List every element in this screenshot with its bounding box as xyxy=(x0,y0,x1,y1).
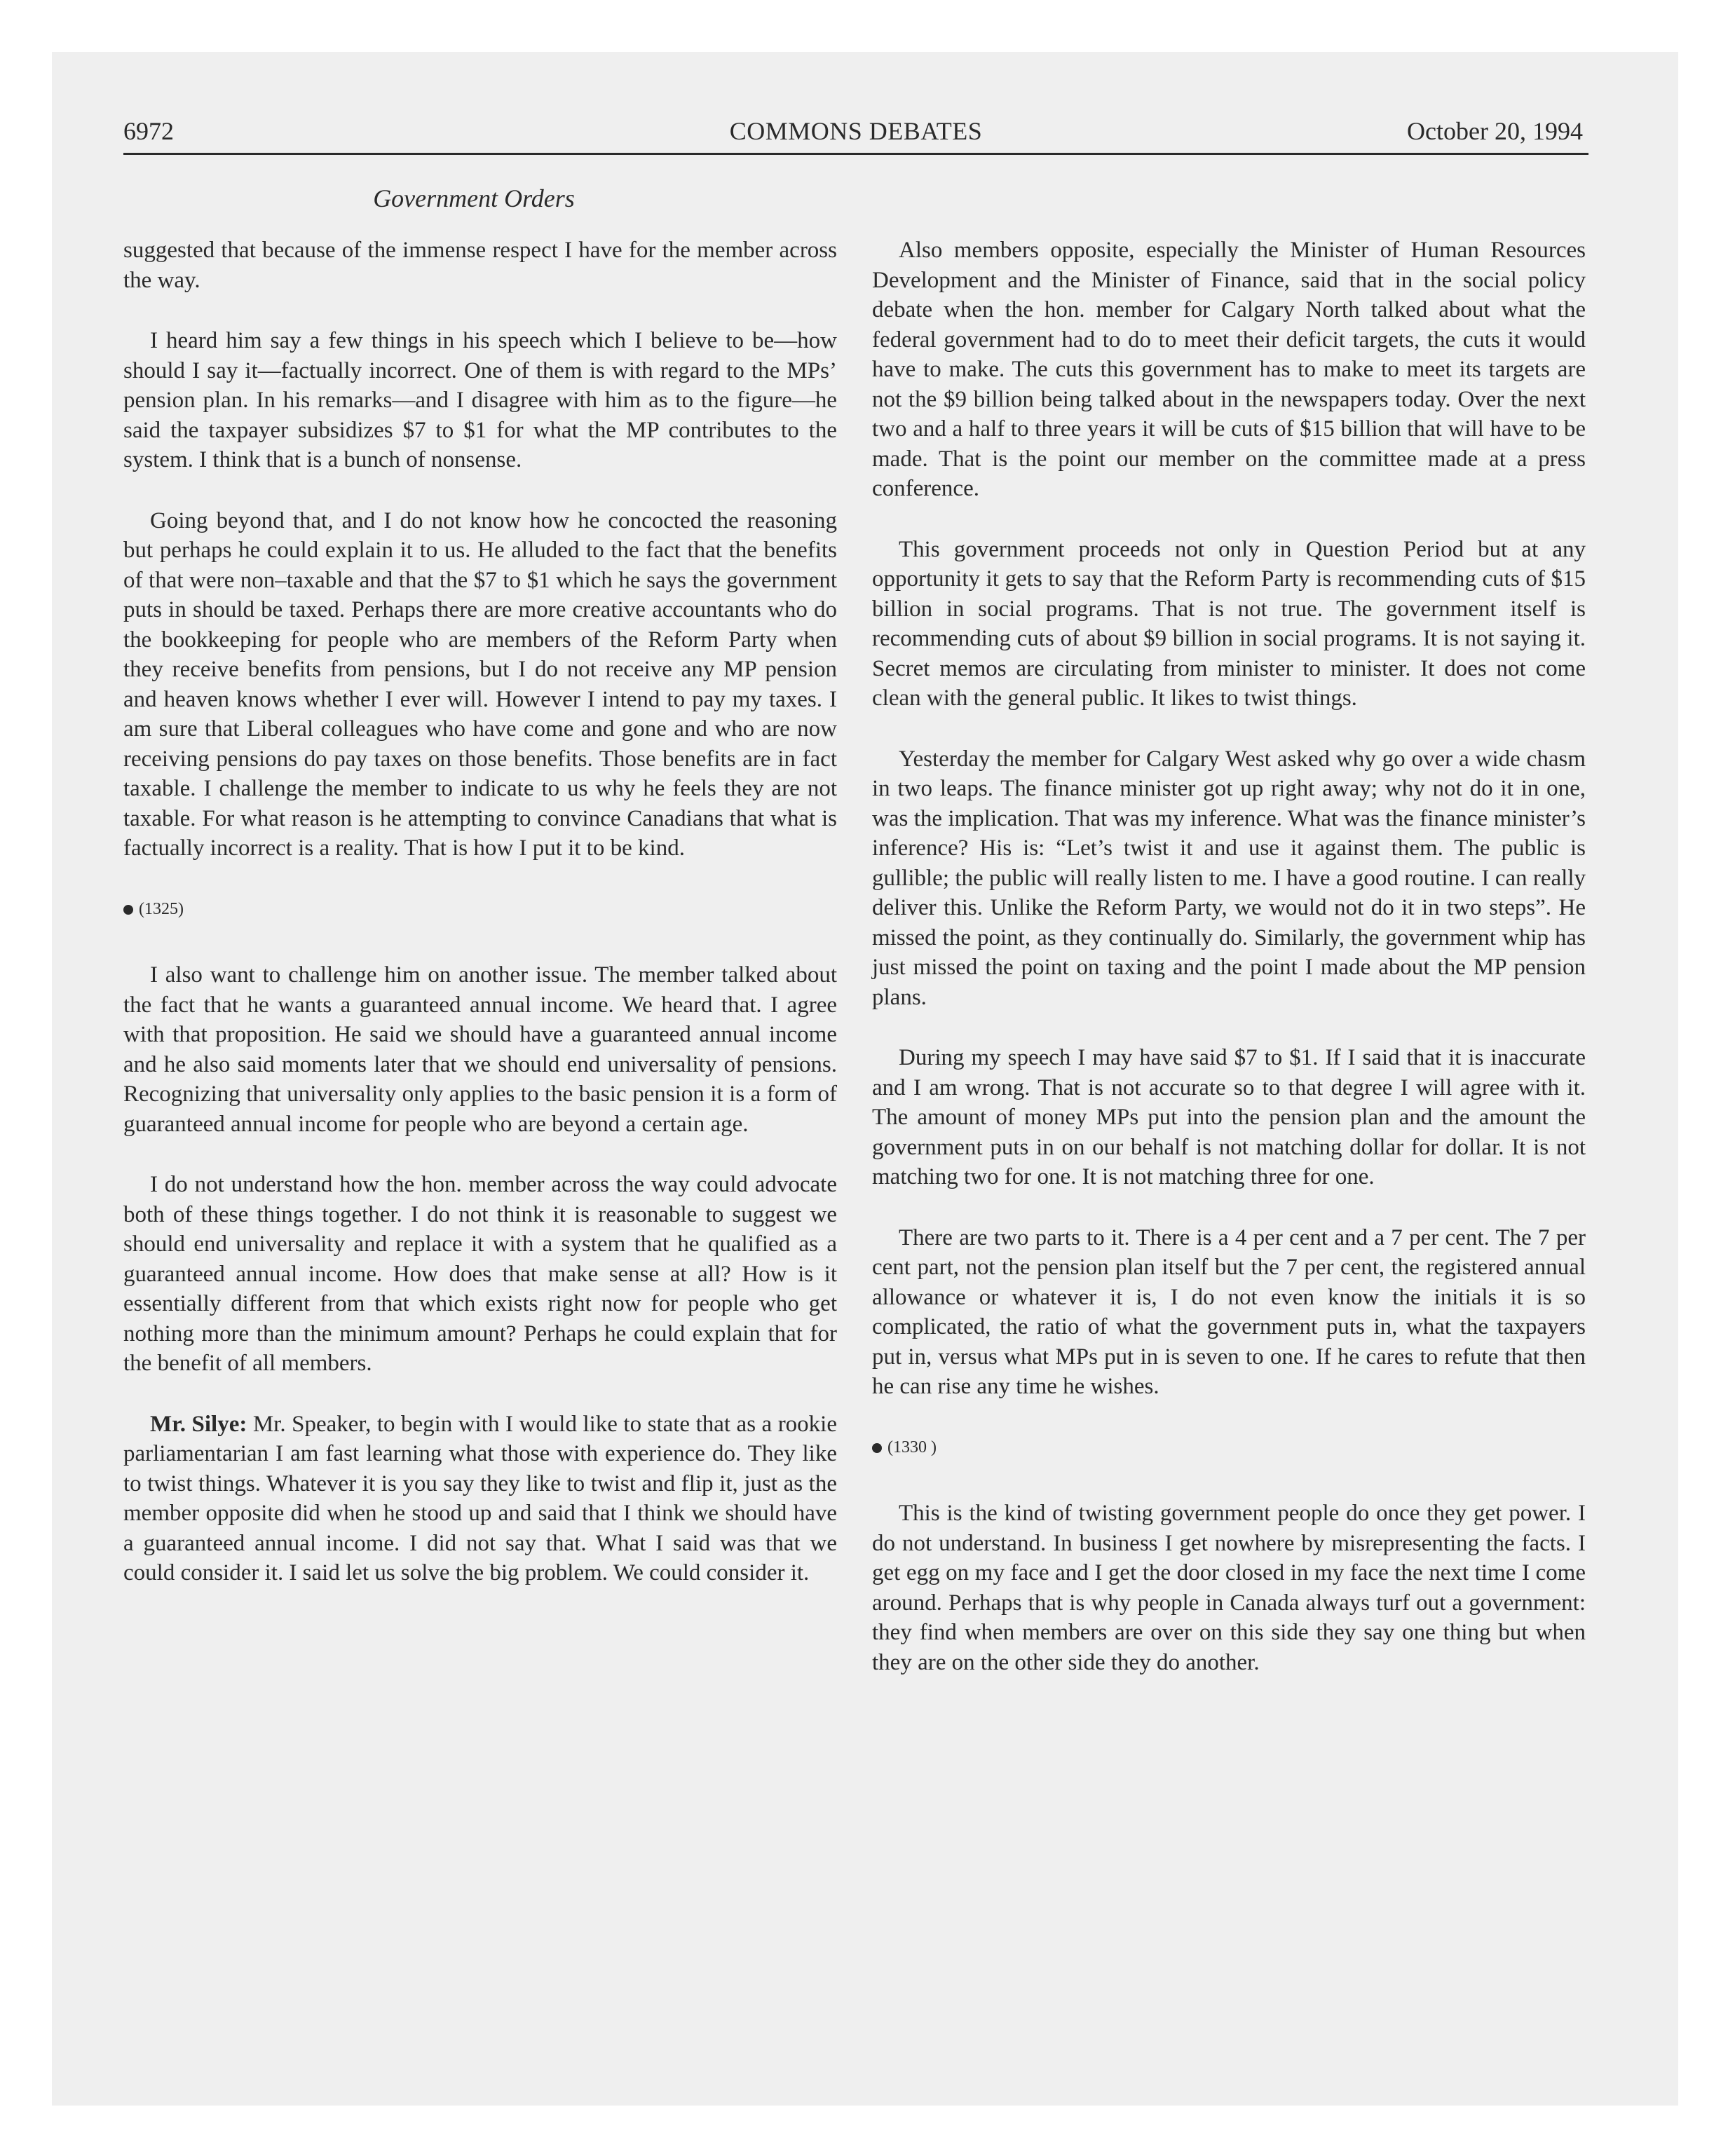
publication-date: October 20, 1994 xyxy=(1407,117,1583,145)
paragraph: This is the kind of twisting government people do once they get power. I do not understand. In business I get nowhere by misrepresenting the facts. I get egg on my face and I get the door closed in my face the next time I come around. Perhaps that is why people in Canada always turf out a government: they find when members are over on this side they say one thing but when they are on the other side they do another. xyxy=(872,1501,1586,1675)
speech-text: Mr. Speaker, to begin with I would like to state that as a rookie parliamentarian I am fast learning what those with experience do. They like to twist things. Whatever it is you say they like to twist and flip it, just as the member opposite did when he stood up and said that I think we should have a guaranteed annual income. I did not say that. What I said was that we could consider it. I said let us solve the big problem. We could consider it. xyxy=(123,1411,837,1585)
paragraph: I do not understand how the hon. member across the way could advocate both of these things together. I do not think it is reasonable to suggest we should end universality and replace it with a system that he qualified as a guaranteed annual income. How does that make sense at all? How is it essentially different from that which exists right now for people who get nothing more than the minimum amount? Perhaps he could explain that for the benefit of all members. xyxy=(123,1172,837,1376)
paragraph: Yesterday the member for Calgary West asked why go over a wide chasm in two leaps. The finance minister got up right away; why not do it in one, was the implication. That was my inference. What was the finance minister’s inference? His is: “Let’s twist it and use it against them. The public is gullible; the public will really listen to me. I have a good routine. I can really deliver this. Unlike the Reform Party, we would not do it in two steps”. He missed the point, as they continually do. Similarly, the government whip has just missed the point on taxing and the point I made about the MP pension plans. xyxy=(872,746,1586,1010)
bullet-icon xyxy=(872,1443,882,1453)
paragraph: I heard him say a few things in his speech which I believe to be—how should I say it—factually incorrect. One of them is with regard to the MPs’ pension plan. In his remarks—and I disagree with him as to the figure—he said the taxpayer subsidizes $7 to $1 for what the MP contributes to the system. I think that is a bunch of nonsense. xyxy=(123,328,837,472)
paragraph: During my speech I may have said $7 to $1. If I said that it is inaccurate and I am wrong. That is not accurate so to that degree I will agree with it. The amount of money MPs put into the pension plan and the amount the government puts in on our behalf is not matching dollar for dollar. It is not matching two for one. It is not matching three for one. xyxy=(872,1045,1586,1189)
bullet-icon xyxy=(123,905,133,915)
speaker-name: Mr. Silye: xyxy=(150,1411,247,1437)
left-column xyxy=(123,236,837,1619)
paragraph: This government proceeds not only in Question Period but at any opportunity it gets to say that the Reform Party is recommending cuts of $15 billion in social programs. That is not true. The government itself is recommending cuts of about $9 billion in social programs. It is not saying it. Secret memos are circulating from minister to minister. It does not come clean with the general public. It likes to twist things. xyxy=(872,536,1586,711)
paragraph: Going beyond that, and I do not know how he concocted the reasoning but perhaps he could explain it to us. He alluded to the fact that the benefits of that were non–taxable and that the $7 to $1 which he says the government puts in should be taxed. Perhaps there are more creative accountants who do the bookkeeping for people who are members of the Reform Party when they receive benefits from pensions, but I do not receive any MP pension and heaven knows whether I ever will. However I intend to pay my taxes. I am sure that Liberal colleagues who have come and gone and who are now receiving pensions do pay taxes on those benefits. Those benefits are in fact taxable. I challenge the member to indicate to us why he feels they are not taxable. For what reason is he attempting to convince Canadians that what is factually incorrect is a reality. That is how I put it to be kind. xyxy=(123,507,837,861)
page-header xyxy=(123,112,1588,155)
speaker-paragraph xyxy=(123,1410,837,1588)
right-column xyxy=(872,236,1586,1708)
paragraph: suggested that because of the immense respect I have for the member across the way. xyxy=(123,238,837,293)
publication-title: COMMONS DEBATES xyxy=(729,117,983,145)
paragraph: Also members opposite, especially the Minister of Human Resources Development and the Minister of Finance, said that in the social policy debate when the hon. member for Calgary North talked about what the federal government had to do to meet their deficit targets, the cuts it would have to make. The cuts this government has to make to meet its targets are not the $9 billion being talked about in the newspapers today. Over the next two and a half to three years it will be cuts of $15 billion that will have to be made. That is the point our member on the committee made at a press conference. xyxy=(872,238,1586,501)
page-number: 6972 xyxy=(123,117,174,145)
paragraph: There are two parts to it. There is a 4 per cent and a 7 per cent. The 7 per cent part, not the pension plan itself but the 7 per cent, the registered annual allowance or whatever it is, I do not even know the initials it is so complicated, the ratio of what the government puts in, what the taxpayers put in, versus what MPs put in is seven to one. If he cares to refute that then he can rise any time he wishes. xyxy=(872,1224,1586,1399)
time-marker-label: (1330 ) xyxy=(887,1438,937,1456)
time-marker xyxy=(123,894,837,925)
paragraph: I also want to challenge him on another issue. The member talked about the fact that he wants a guaranteed annual income. We heard that. I agree with that proposition. He said we should have a guaranteed annual income and he also said moments later that we should end universality of pensions. Recognizing that universality only applies to the basic pension it is a form of guaranteed annual income for people who are beyond a certain age. xyxy=(123,962,837,1137)
section-title: Government Orders xyxy=(373,184,575,212)
time-marker xyxy=(872,1433,1586,1463)
time-marker-label: (1325) xyxy=(139,899,184,918)
